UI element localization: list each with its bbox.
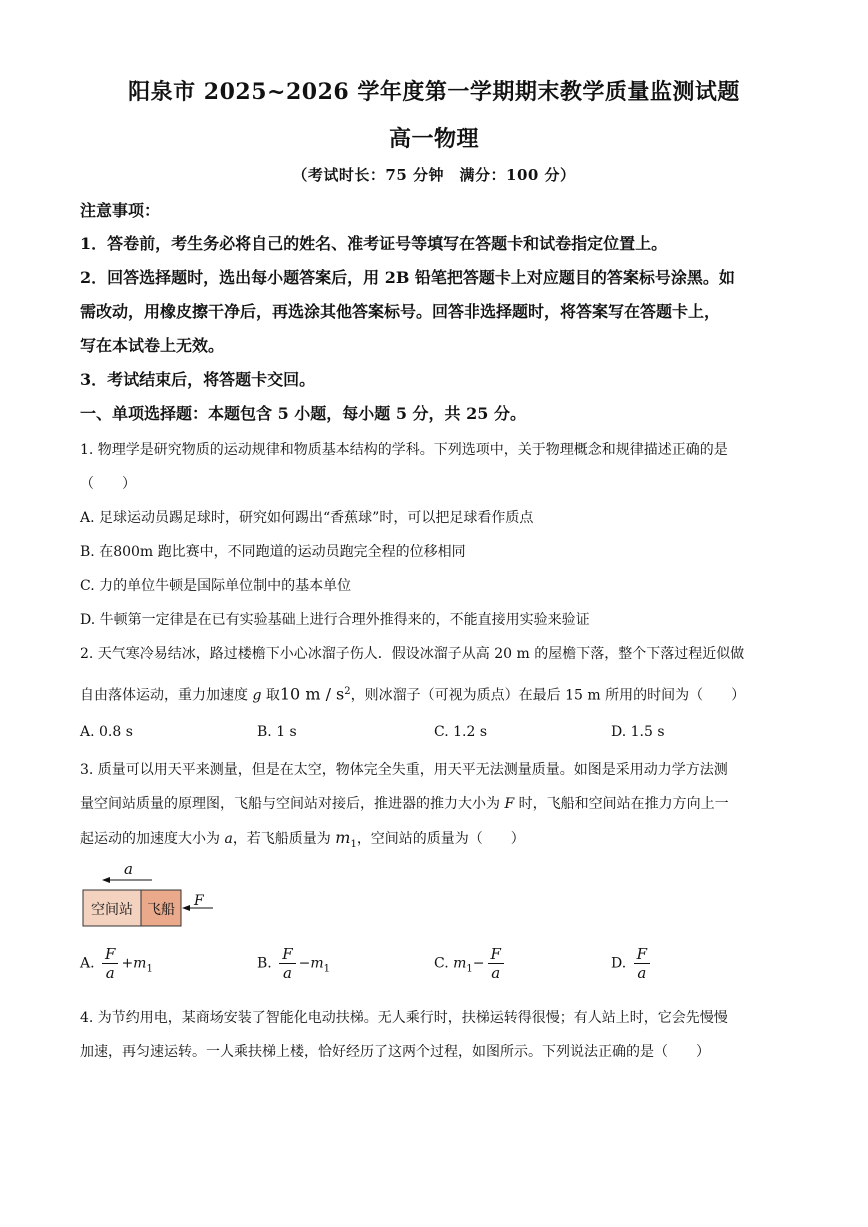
- exam-info: （考试时长：75 分钟 满分：100 分）: [292, 166, 576, 184]
- q1-option-a: A. 足球运动员踢足球时，研究如何踢出“香蕉球”时，可以把足球看作质点: [80, 510, 534, 526]
- fraction-numerator: F: [488, 945, 504, 964]
- q3-a-symbol: a: [224, 831, 233, 847]
- q2-g-value: 10 m / s: [279, 684, 345, 704]
- plus-sign: +: [121, 955, 134, 972]
- q3-stem-text-b: 时，飞船和空间站在推力方向上一: [514, 796, 729, 812]
- q2-stem-line-1: 2. 天气寒冷易结冰，路过楼檐下小心冰溜子伤人．假设冰溜子从高 20 m 的屋檐下落，整个下落过程近似做: [80, 646, 745, 662]
- fraction-denominator: a: [105, 964, 115, 982]
- m-subscript: 1: [146, 963, 153, 975]
- q3-m-symbol: m: [335, 828, 351, 847]
- notice-heading: 注意事项：: [80, 201, 161, 220]
- q4-stem-line-1: 4. 为节约用电，某商场安装了智能化电动扶梯。无人乘行时，扶梯运转得很慢；有人站上时，它会先慢慢: [80, 1010, 728, 1026]
- q3-option-b-label: B.: [257, 955, 272, 972]
- fraction-numerator: F: [634, 945, 650, 964]
- exam-title: 阳泉市 2025~2026 学年度第一学期期末教学质量监测试题: [128, 79, 740, 105]
- q3-stem-text-e: ，空间站的质量为（ ）: [356, 831, 525, 847]
- q3-option-a-label: A.: [80, 955, 95, 972]
- fraction-numerator: F: [279, 945, 295, 964]
- q3-option-d-fraction: [634, 945, 650, 982]
- q3-stem-line-3: [80, 828, 792, 855]
- q3-option-c: [434, 945, 507, 982]
- q3-stem-line-2: [80, 794, 792, 814]
- q2-g-symbol: g: [252, 687, 262, 704]
- minus-sign: −: [472, 955, 485, 972]
- m-symbol: m: [453, 955, 467, 972]
- diagram-accel-label: a: [124, 860, 133, 878]
- q3-F-symbol: F: [504, 796, 515, 812]
- q1-option-d: D. 牛顿第一定律是在已有实验基础上进行合理外推得来的，不能直接用实验来验证: [80, 612, 590, 628]
- q1-stem-line-1: 1. 物理学是研究物质的运动规律和物质基本结构的学科。下列选项中，关于物理概念和规律描述正确的是: [80, 442, 728, 458]
- q2-stem-text-c: ，则冰溜子（可视为质点）在最后 15 m 所用的时间为（ ）: [350, 687, 746, 704]
- fraction-denominator: a: [491, 964, 501, 982]
- q3-stem-text-d: ，若飞船质量为: [232, 831, 336, 847]
- q2-g-exponent: 2: [344, 686, 351, 697]
- q1-option-c: C. 力的单位牛顿是国际单位制中的基本单位: [80, 578, 352, 594]
- q3-m-subscript: 1: [350, 838, 357, 850]
- fraction-denominator: a: [282, 964, 292, 982]
- q2-stem-text-b: 取: [261, 687, 280, 704]
- notice-item-2-line-2: 需改动，用橡皮擦干净后，再选涂其他答案标号。回答非选择题时，将答案写在答题卡上，: [80, 302, 721, 321]
- diagram-force-label: F: [194, 893, 204, 909]
- notice-item-2-line-1: 2．回答选择题时，选出每小题答案后，用 2B 铅笔把答题卡上对应题目的答案标号涂黑。如: [80, 268, 735, 287]
- q3-option-b-fraction: [279, 945, 295, 982]
- minus-sign: −: [298, 955, 311, 972]
- q3-option-a-fraction: [102, 945, 118, 982]
- q2-option-d: D. 1.5 s: [611, 724, 665, 740]
- q3-option-b: [257, 945, 330, 982]
- notice-item-1: 1．答卷前，考生务必将自己的姓名、准考证号等填写在答题卡和试卷指定位置上。: [80, 234, 668, 253]
- diagram-accel-arrowhead: [102, 877, 110, 883]
- q3-diagram: [80, 860, 230, 932]
- m-symbol: m: [133, 955, 147, 972]
- q3-stem-line-1: 3. 质量可以用天平来测量，但是在太空，物体完全失重，用天平无法测量质量。如图是采用动力学方法测: [80, 762, 728, 778]
- q2-stem-text-a: 自由落体运动，重力加速度: [80, 687, 253, 704]
- q3-stem-text-c: 起运动的加速度大小为: [80, 831, 225, 847]
- q1-stem-line-2: （ ）: [80, 476, 136, 492]
- q2-option-c: C. 1.2 s: [434, 724, 488, 740]
- q2-option-a: A. 0.8 s: [80, 724, 133, 740]
- q3-option-a: [80, 945, 153, 982]
- q2-option-b: B. 1 s: [257, 724, 297, 740]
- notice-item-3: 3．考试结束后，将答题卡交回。: [80, 370, 316, 389]
- m-subscript: 1: [466, 963, 473, 975]
- q3-option-d-label: D.: [611, 955, 627, 972]
- q1-option-b: B. 在800m 跑比赛中，不同跑道的运动员跑完全程的位移相同: [80, 544, 466, 560]
- q3-option-d: [611, 945, 653, 982]
- diagram-space-station-label: 空间站: [91, 902, 133, 918]
- diagram-force-arrowhead: [182, 905, 190, 911]
- diagram-spaceship-label: 飞船: [147, 902, 175, 918]
- q4-stem-line-2: 加速，再匀速运转。一人乘扶梯上楼，恰好经历了这两个过程，如图所示。下列说法正确的是（ ）: [80, 1044, 710, 1060]
- section-1-heading: 一、单项选择题：本题包含 5 小题，每小题 5 分，共 25 分。: [80, 404, 526, 423]
- m-subscript: 1: [323, 963, 331, 975]
- q3-option-c-label: C.: [434, 955, 449, 972]
- fraction-numerator: F: [102, 945, 118, 964]
- m-symbol: m: [310, 955, 324, 972]
- q3-option-c-fraction: [488, 945, 504, 982]
- notice-item-2-line-3: 写在本试卷上无效。: [80, 336, 225, 355]
- exam-subject: 高一物理: [388, 126, 479, 152]
- q3-stem-text-a: 量空间站质量的原理图，飞船与空间站对接后，推进器的推力大小为: [80, 796, 505, 812]
- q2-stem-line-2: [80, 682, 792, 706]
- fraction-denominator: a: [637, 964, 647, 982]
